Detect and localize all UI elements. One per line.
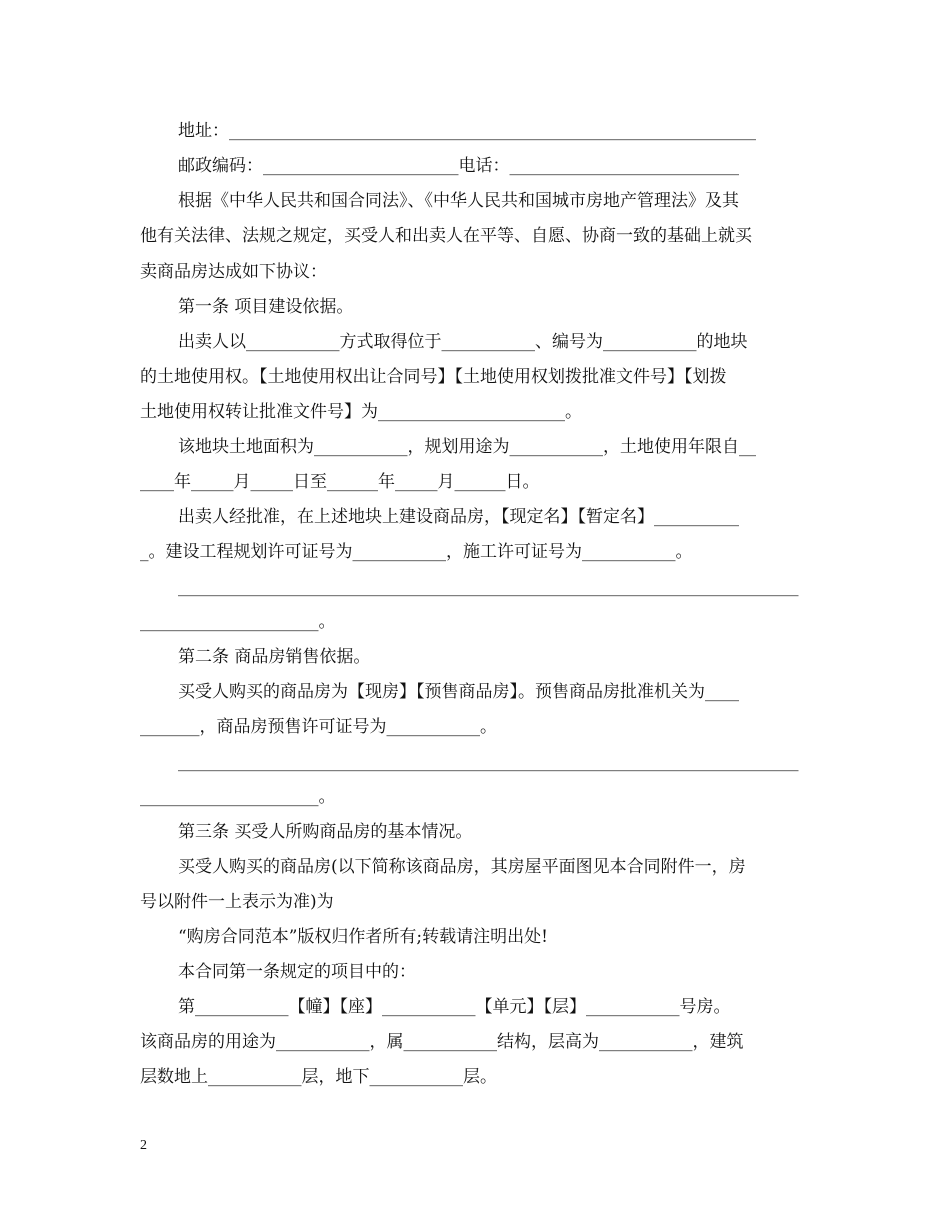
blank-fill-line: _____________________。 (140, 787, 336, 807)
paragraph-line: 他有关法律、法规之规定，买受人和出卖人在平等、自愿、协商一致的基础上就买 (140, 226, 752, 246)
copyright-notice: “购房合同范本”版权归作者所有;转载请注明出处! (178, 927, 548, 947)
paragraph-line: 层数地上___________层，地下___________层。 (140, 1067, 497, 1087)
blank-fill-line: _____________________。 (140, 612, 336, 632)
paragraph-line: 本合同第一条规定的项目中的： (178, 962, 416, 982)
paragraph-line: 第___________【幢】【座】___________【单元】【层】___________号房。 (178, 997, 731, 1017)
article-heading: 第二条 商品房销售依据。 (178, 647, 371, 667)
article-heading: 第一条 项目建设依据。 (178, 297, 354, 317)
paragraph-line: 根据《中华人民共和国合同法》、《中华人民共和国城市房地产管理法》及其 (178, 191, 739, 211)
paragraph-line: 出卖人以___________方式取得位于___________、编号为___________的地块 (178, 332, 748, 352)
article-heading: 第三条 买受人所购商品房的基本情况。 (178, 822, 473, 842)
paragraph-line: 该商品房的用途为___________，属___________结构，层高为___________，建筑 (140, 1032, 744, 1052)
postcode-phone-line: 邮政编码：_______________________电话：___________________________ (178, 156, 739, 176)
paragraph-line: 该地块土地面积为___________，规划用途为___________，土地使用年限自__ (178, 437, 756, 457)
paragraph-line: 卖商品房达成如下协议： (140, 262, 327, 282)
paragraph-line: _______，商品房预售许可证号为___________。 (140, 717, 497, 737)
paragraph-line: 土地使用权转让批准文件号】为______________________。 (140, 402, 582, 422)
address-line: 地址：______________________________________________________________ (178, 121, 756, 141)
paragraph-line: 买受人购买的商品房为【现房】【预售商品房】。预售商品房批准机关为____ (178, 682, 739, 702)
page-number: 2 (140, 1138, 147, 1153)
paragraph-line: 号以附件一上表示为准)为 (140, 892, 334, 912)
paragraph-line: _。建设工程规划许可证号为___________，施工许可证号为___________。 (140, 542, 693, 562)
paragraph-line: ____年_____月_____日至______年_____月______日。 (140, 472, 540, 492)
paragraph-line: 的土地使用权。【土地使用权出让合同号】【土地使用权划拨批准文件号】【划拨 (140, 367, 727, 387)
blank-fill-line: _________________________________________________________________________ (178, 752, 799, 772)
blank-fill-line: _________________________________________________________________________ (178, 577, 799, 597)
paragraph-line: 买受人购买的商品房(以下简称该商品房，其房屋平面图见本合同附件一，房 (178, 857, 746, 877)
paragraph-line: 出卖人经批准，在上述地块上建设商品房，【现定名】【暂定名】__________ (178, 507, 739, 527)
